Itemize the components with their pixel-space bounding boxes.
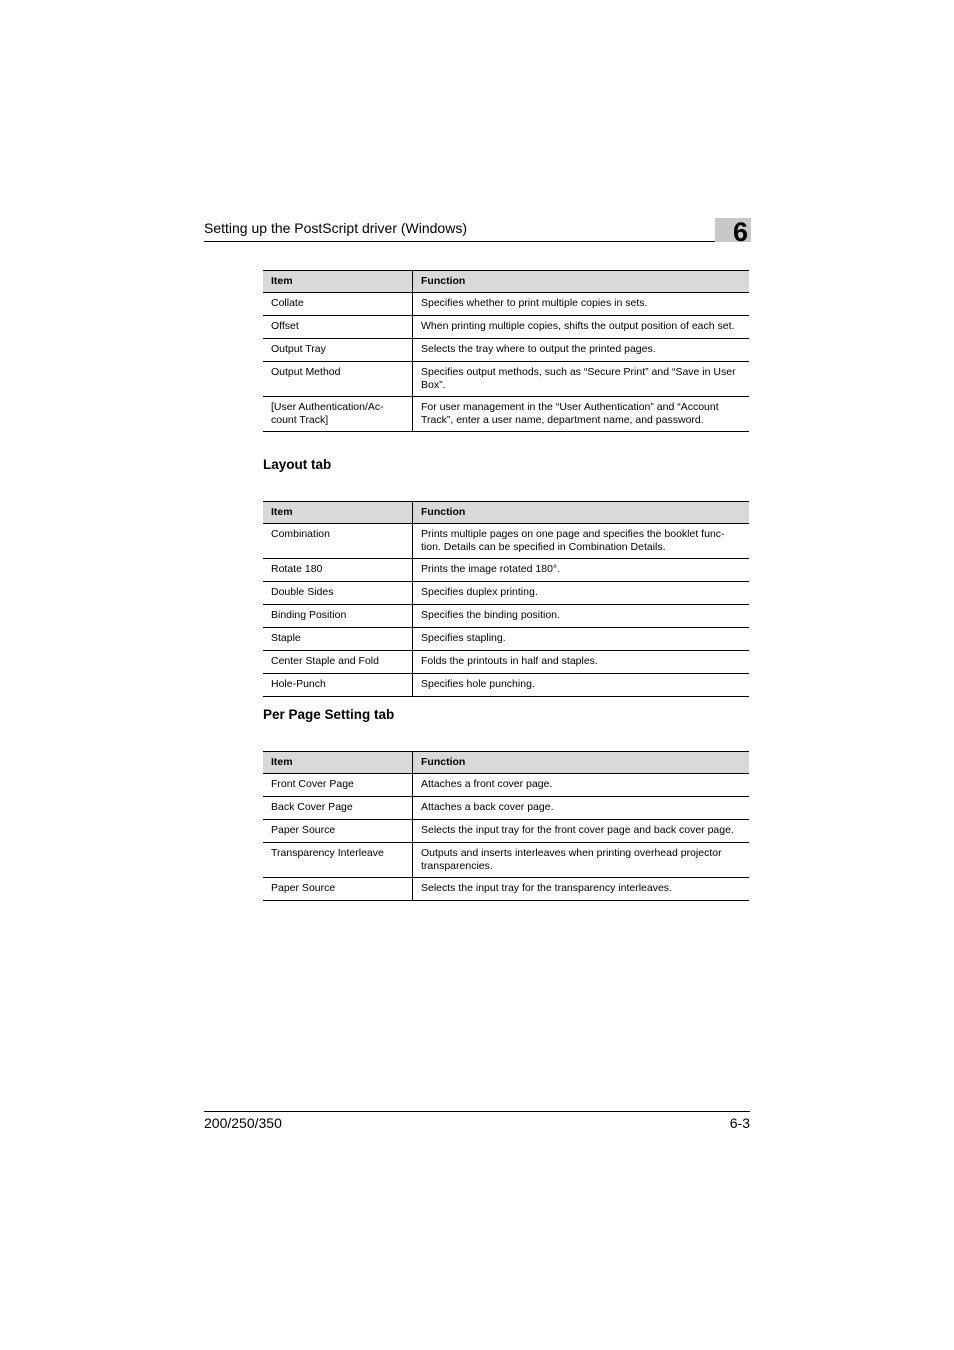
function-cell: Specifies the binding position. — [413, 605, 750, 628]
table-row — [263, 628, 749, 651]
item-cell: Paper Source — [263, 878, 413, 901]
table-row — [263, 582, 749, 605]
function-cell: Outputs and inserts interleaves when printing overhead projector transparencies. — [413, 843, 750, 878]
table-row — [263, 878, 749, 901]
column-header-item: Item — [263, 502, 413, 524]
layout-tab-table — [263, 501, 749, 697]
function-cell: Specifies output methods, such as “Secure Print” and “Save in User Box”. — [413, 362, 750, 397]
function-cell: Prints the image rotated 180°. — [413, 559, 750, 582]
table-row — [263, 843, 749, 878]
general-settings-table — [263, 270, 749, 432]
function-cell: Specifies stapling. — [413, 628, 750, 651]
chapter-number: 6 — [733, 217, 749, 247]
function-cell: Folds the printouts in half and staples. — [413, 651, 750, 674]
header-divider — [204, 241, 715, 242]
item-cell: Output Method — [263, 362, 413, 397]
footer-page-number: 6-3 — [729, 1115, 750, 1131]
item-cell: Transparency Interleave — [263, 843, 413, 878]
function-cell: When printing multiple copies, shifts the output position of each set. — [413, 316, 750, 339]
function-cell: For user management in the “User Authentication” and “Account Track”, enter a user name, department name, and password. — [413, 397, 750, 432]
column-header-function: Function — [413, 271, 750, 293]
item-cell: Front Cover Page — [263, 774, 413, 797]
item-cell: Center Staple and Fold — [263, 651, 413, 674]
item-cell: Hole-Punch — [263, 674, 413, 697]
item-cell: Combination — [263, 524, 413, 559]
table-header-row — [263, 502, 749, 524]
table-row — [263, 293, 749, 316]
table-row — [263, 651, 749, 674]
function-cell: Prints multiple pages on one page and specifies the booklet func-tion. Details can be specified in Combination Details. — [413, 524, 750, 559]
item-cell: Back Cover Page — [263, 797, 413, 820]
function-cell: Selects the input tray for the front cover page and back cover page. — [413, 820, 750, 843]
table-row — [263, 339, 749, 362]
table-row — [263, 774, 749, 797]
column-header-function: Function — [413, 752, 750, 774]
item-cell: [User Authentication/Ac-count Track] — [263, 397, 413, 432]
table-header-row — [263, 271, 749, 293]
table-header-row — [263, 752, 749, 774]
table-row — [263, 559, 749, 582]
table-row — [263, 524, 749, 559]
section-heading-per-page-setting-tab: Per Page Setting tab — [263, 707, 395, 722]
footer-model: 200/250/350 — [204, 1115, 282, 1131]
table-row — [263, 797, 749, 820]
column-header-function: Function — [413, 502, 750, 524]
function-cell: Selects the tray where to output the printed pages. — [413, 339, 750, 362]
item-cell: Offset — [263, 316, 413, 339]
table-row — [263, 820, 749, 843]
function-cell: Selects the input tray for the transparency interleaves. — [413, 878, 750, 901]
table-row — [263, 397, 749, 432]
table-row — [263, 605, 749, 628]
function-cell: Specifies duplex printing. — [413, 582, 750, 605]
item-cell: Collate — [263, 293, 413, 316]
item-cell: Paper Source — [263, 820, 413, 843]
function-cell: Specifies whether to print multiple copies in sets. — [413, 293, 750, 316]
function-cell: Attaches a front cover page. — [413, 774, 750, 797]
section-heading-layout-tab: Layout tab — [263, 457, 332, 472]
table-row — [263, 674, 749, 697]
per-page-setting-table — [263, 751, 749, 901]
function-cell: Specifies hole punching. — [413, 674, 750, 697]
item-cell: Rotate 180 — [263, 559, 413, 582]
item-cell: Double Sides — [263, 582, 413, 605]
item-cell: Staple — [263, 628, 413, 651]
table-row — [263, 316, 749, 339]
table-row — [263, 362, 749, 397]
column-header-item: Item — [263, 752, 413, 774]
column-header-item: Item — [263, 271, 413, 293]
item-cell: Output Tray — [263, 339, 413, 362]
function-cell: Attaches a back cover page. — [413, 797, 750, 820]
item-cell: Binding Position — [263, 605, 413, 628]
footer-divider — [204, 1111, 750, 1112]
page-header-title: Setting up the PostScript driver (Windows) — [204, 220, 467, 236]
